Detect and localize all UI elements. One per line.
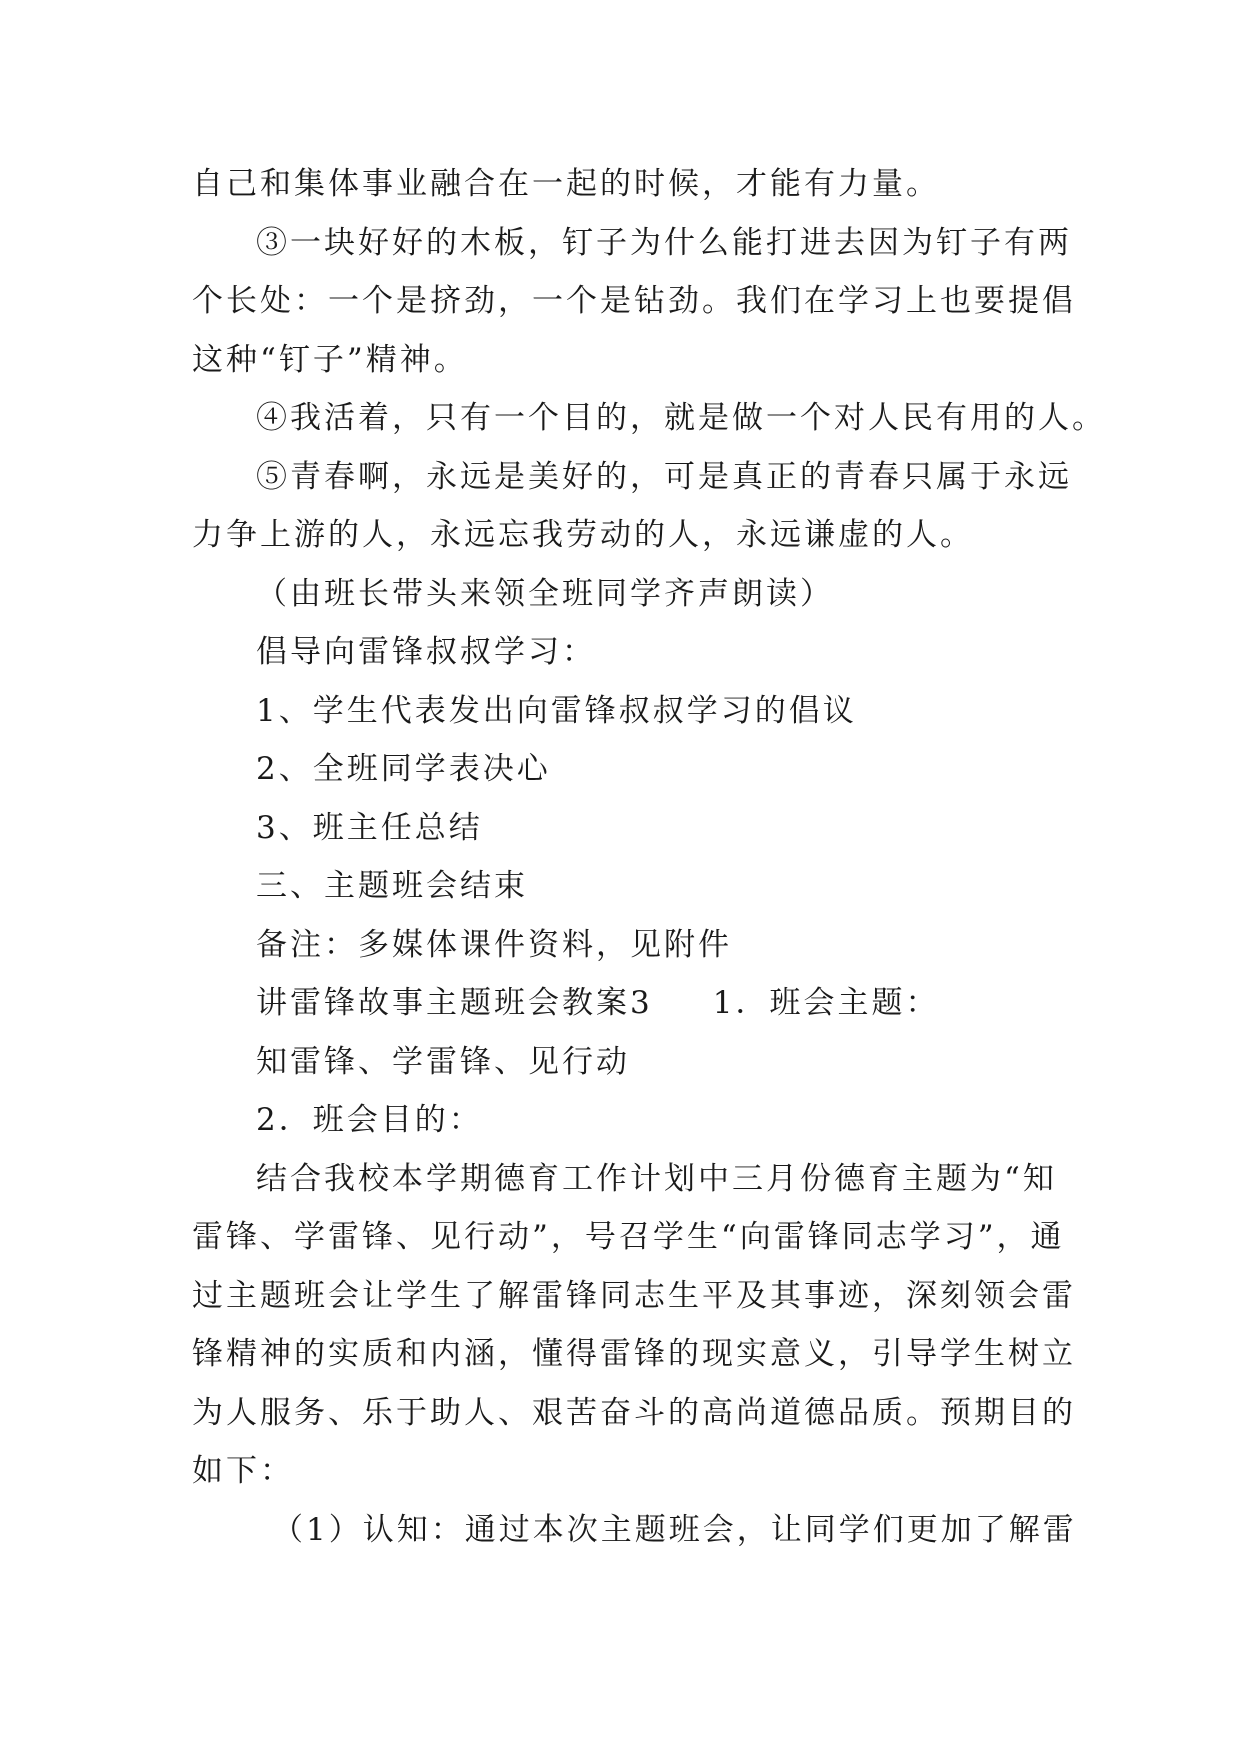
text-line: 结合我校本学期德育工作计划中三月份德育主题为“知 (256, 1160, 1057, 1197)
text-line: 备注：多媒体课件资料，见附件 (256, 926, 732, 963)
text-line: 这种“钉子”精神。 (192, 341, 468, 378)
document-body (192, 155, 1106, 1559)
text-line: 个长处：一个是挤劲，一个是钻劲。我们在学习上也要提倡 (192, 283, 1076, 319)
text-line: ⑤青春啊，永远是美好的，可是真正的青春只属于永远 (256, 458, 1072, 495)
text-line: 力争上游的人，永远忘我劳动的人，永远谦虚的人。 (192, 517, 974, 553)
list-item: 2、全班同学表决心 (256, 751, 551, 787)
text-line: 锋精神的实质和内涵，懂得雷锋的现实意义，引导学生树立 (192, 1336, 1076, 1372)
list-item: 3、班主任总结 (256, 809, 483, 846)
section-heading: 三、主题班会结束 (256, 868, 528, 904)
text-line: （1）认知：通过本次主题班会，让同学们更加了解雷 (272, 1511, 1077, 1548)
text-line: 自己和集体事业融合在一起的时候，才能有力量。 (192, 166, 940, 202)
text-line: ③一块好好的木板，钉子为什么能打进去因为钉子有两 (256, 224, 1072, 261)
text-line: 雷锋、学雷锋、见行动”，号召学生“向雷锋同志学习”，通 (192, 1219, 1065, 1255)
text-line: 知雷锋、学雷锋、见行动 (256, 1043, 630, 1080)
text-line: 过主题班会让学生了解雷锋同志生平及其事迹，深刻领会雷 (192, 1277, 1076, 1314)
text-line: 倡导向雷锋叔叔学习： (256, 634, 596, 670)
text-line: 如下： (192, 1453, 294, 1489)
section-heading: 1．班会主题： (712, 985, 940, 1021)
section-heading: 2．班会目的： (256, 1102, 483, 1138)
text-line: （由班长带头来领全班同学齐声朗读） (256, 575, 834, 612)
text-line: 为人服务、乐于助人、艰苦奋斗的高尚道德品质。预期目的 (192, 1394, 1076, 1431)
text-line: ④我活着，只有一个目的，就是做一个对人民有用的人。 (256, 400, 1106, 436)
list-item: 1、学生代表发出向雷锋叔叔学习的倡议 (256, 692, 857, 729)
lesson-plan-title: 讲雷锋故事主题班会教案3 (256, 985, 653, 1021)
text-line (192, 974, 1052, 1033)
